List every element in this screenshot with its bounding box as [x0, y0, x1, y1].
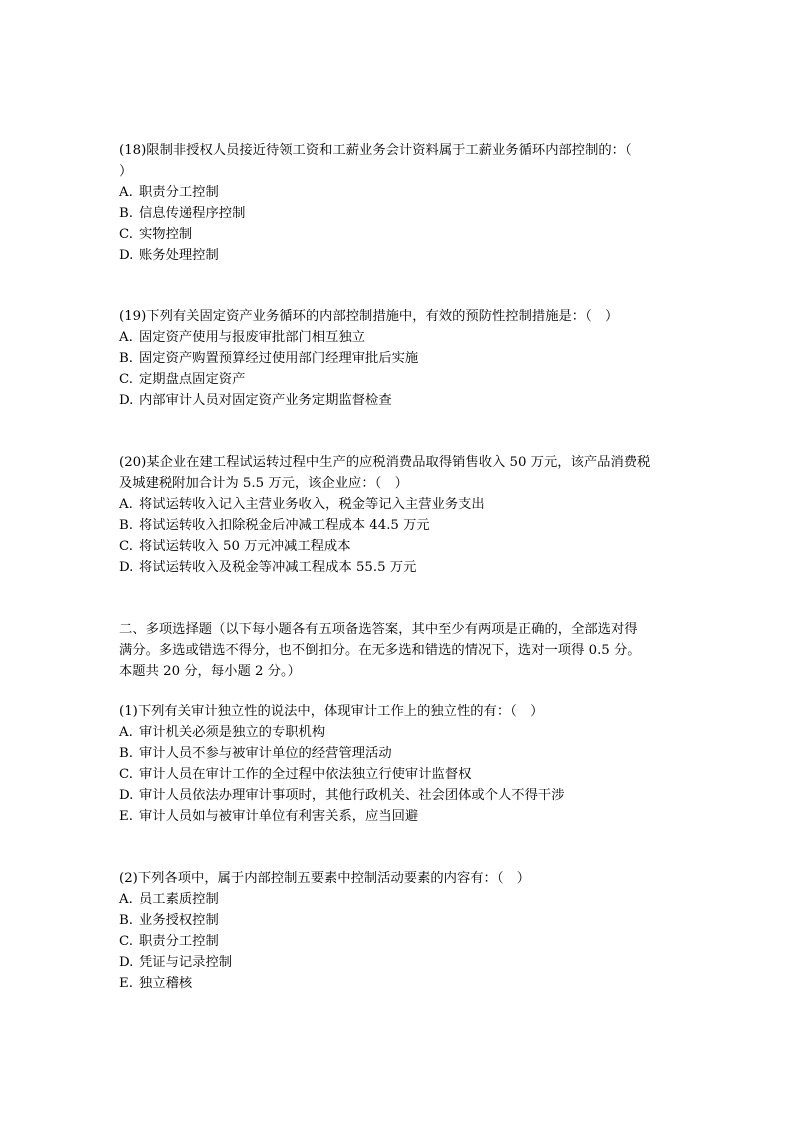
option-label: E.: [119, 976, 133, 991]
option-label: D.: [119, 393, 134, 408]
option-label: C.: [119, 934, 133, 949]
answer-option: [119, 889, 689, 910]
answer-option: [119, 910, 689, 931]
question-text-line: 及城建税附加合计为 5.5 万元，该企业应：（ ）: [119, 476, 408, 491]
answer-option: [119, 764, 689, 785]
option-label: A.: [119, 497, 133, 512]
option-text: 将试运转收入记入主营业务收入，税金等记入主营业务支出: [139, 497, 485, 512]
answer-option: [119, 931, 689, 952]
answer-option: [119, 245, 689, 266]
option-text: 审计人员依法办理审计事项时，其他行政机关、社会团体或个人不得干涉: [139, 788, 565, 803]
answer-option: [119, 536, 689, 557]
option-label: B.: [119, 518, 133, 533]
option-text: 将试运转收入及税金等冲减工程成本 55.5 万元: [139, 560, 417, 575]
answer-option: [119, 722, 689, 743]
question-text-line: (1)下列有关审计独立性的说法中，体现审计工作上的独立性的有：（ ）: [119, 704, 544, 719]
option-text: 凭证与记录控制: [139, 955, 233, 970]
option-label: D.: [119, 955, 134, 970]
multi-question-2: [119, 868, 689, 994]
option-label: A.: [119, 725, 133, 740]
option-text: 审计机关必须是独立的专职机构: [139, 725, 326, 740]
option-text: 固定资产购置预算经过使用部门经理审批后实施: [139, 351, 419, 366]
option-text: 审计人员在审计工作的全过程中依法独立行使审计监督权: [139, 767, 472, 782]
option-text: 审计人员不参与被审计单位的经营管理活动: [139, 746, 392, 761]
section-2-heading: [119, 619, 689, 682]
option-text: 将试运转收入 50 万元冲减工程成本: [139, 539, 351, 554]
answer-option: [119, 224, 689, 245]
option-text: 实物控制: [139, 227, 193, 242]
answer-option: [119, 182, 689, 203]
option-label: C.: [119, 539, 133, 554]
option-label: B.: [119, 913, 133, 928]
option-text: 员工素质控制: [139, 892, 219, 907]
option-label: C.: [119, 767, 133, 782]
answer-option: [119, 494, 689, 515]
question-20: [119, 452, 689, 578]
option-label: C.: [119, 227, 133, 242]
option-label: B.: [119, 746, 133, 761]
question-text-line: 二、多项选择题（以下每小题各有五项备选答案，其中至少有两项是正确的，全部选对得: [119, 622, 638, 637]
question-19: [119, 306, 689, 411]
answer-option: [119, 515, 689, 536]
option-text: 信息传递程序控制: [139, 206, 246, 221]
question-text-line: (18)限制非授权人员接近待领工资和工薪业务会计资料属于工薪业务循环内部控制的：（: [119, 143, 632, 158]
question-text-line: ）: [119, 164, 133, 179]
option-label: B.: [119, 206, 133, 221]
option-text: 职责分工控制: [139, 185, 219, 200]
answer-option: [119, 369, 689, 390]
option-text: 内部审计人员对固定资产业务定期监督检查: [139, 393, 392, 408]
question-text-line: (20)某企业在建工程试运转过程中生产的应税消费品取得销售收入 50 万元，该产品消费税: [119, 455, 651, 470]
option-label: C.: [119, 372, 133, 387]
option-text: 将试运转收入扣除税金后冲减工程成本 44.5 万元: [139, 518, 430, 533]
answer-option: [119, 952, 689, 973]
answer-option: [119, 743, 689, 764]
question-text-line: 本题共 20 分，每小题 2 分。）: [119, 664, 301, 679]
question-text-line: (2)下列各项中，属于内部控制五要素中控制活动要素的内容有：（ ）: [119, 871, 531, 886]
option-label: A.: [119, 185, 133, 200]
question-18: [119, 140, 689, 266]
option-label: D.: [119, 788, 134, 803]
option-text: 定期盘点固定资产: [139, 372, 246, 387]
answer-option: [119, 390, 689, 411]
answer-option: [119, 348, 689, 369]
question-text-line: 满分。多选或错选不得分，也不倒扣分。在无多选和错选的情况下，选对一项得 0.5 分。: [119, 643, 641, 658]
answer-option: [119, 785, 689, 806]
multi-question-1: [119, 701, 689, 827]
question-text-line: (19)下列有关固定资产业务循环的内部控制措施中，有效的预防性控制措施是：（ ）: [119, 309, 619, 324]
option-label: B.: [119, 351, 133, 366]
answer-option: [119, 203, 689, 224]
option-text: 职责分工控制: [139, 934, 219, 949]
option-text: 账务处理控制: [139, 248, 219, 263]
answer-option: [119, 973, 689, 994]
option-label: D.: [119, 560, 134, 575]
option-text: 业务授权控制: [139, 913, 219, 928]
option-text: 审计人员如与被审计单位有利害关系，应当回避: [139, 809, 419, 824]
answer-option: [119, 806, 689, 827]
option-label: A.: [119, 892, 133, 907]
option-label: A.: [119, 330, 133, 345]
answer-option: [119, 557, 689, 578]
option-label: D.: [119, 248, 134, 263]
option-text: 固定资产使用与报废审批部门相互独立: [139, 330, 366, 345]
option-label: E.: [119, 809, 133, 824]
option-text: 独立稽核: [139, 976, 193, 991]
answer-option: [119, 327, 689, 348]
